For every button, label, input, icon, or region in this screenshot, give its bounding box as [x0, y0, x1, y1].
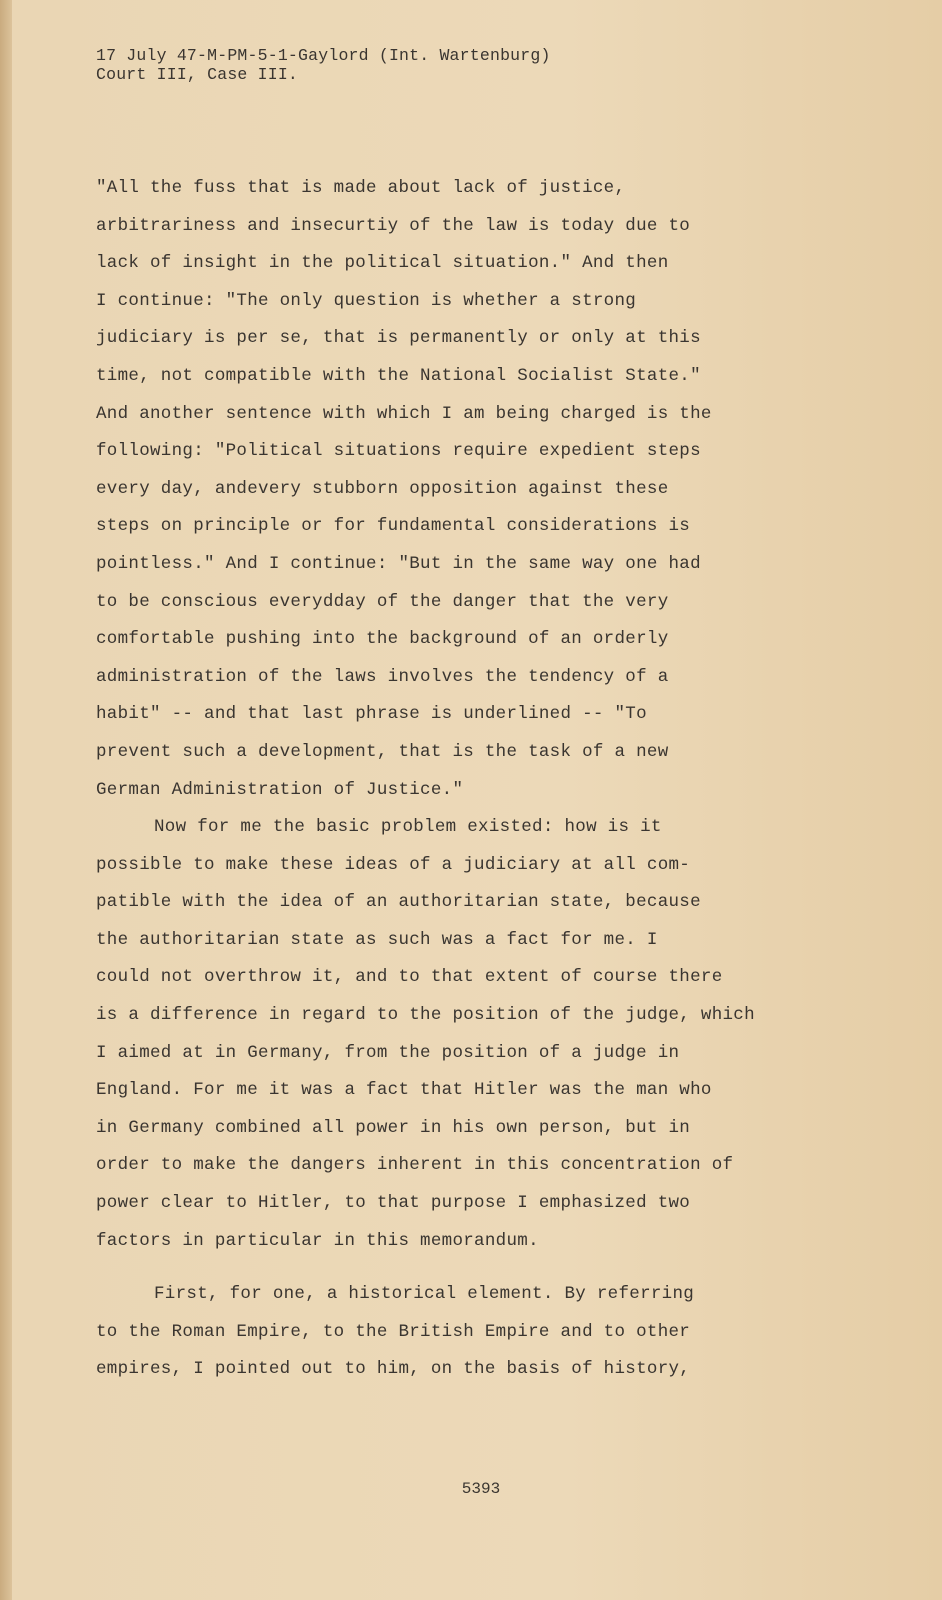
text-line: And another sentence with which I am being charged is the: [96, 403, 712, 424]
text-line: could not overthrow it, and to that extent of course there: [96, 967, 723, 988]
text-line: England. For me it was a fact that Hitler was the man who: [96, 1080, 712, 1101]
text-line: I aimed at in Germany, from the position of a judge in: [96, 1042, 680, 1063]
text-line: order to make the dangers inherent in this concentration of: [96, 1155, 734, 1176]
page-number: 5393: [461, 1480, 501, 1498]
text-line: steps on principle or for fundamental considerations is: [96, 516, 691, 537]
text-line: Now for me the basic problem existed: how is it: [154, 817, 662, 838]
transcript-body: [96, 170, 876, 1389]
text-line: German Administration of Justice.": [96, 779, 464, 800]
text-line: factors in particular in this memorandum.: [96, 1230, 539, 1251]
text-line: following: "Political situations require expedient steps: [96, 441, 701, 462]
text-line: First, for one, a historical element. By referring: [154, 1284, 695, 1305]
text-line: to be conscious everydday of the danger that the very: [96, 591, 669, 612]
text-line: every day, andevery stubborn opposition against these: [96, 478, 669, 499]
text-line: patible with the idea of an authoritarian state, because: [96, 892, 701, 913]
torn-left-edge: [0, 0, 12, 1600]
text-line: empires, I pointed out to him, on the basis of history,: [96, 1359, 691, 1380]
header-line-2: Court III, Case III.: [96, 65, 299, 84]
paragraph-2: [96, 809, 876, 1260]
text-line: "All the fuss that is made about lack of justice,: [96, 178, 626, 198]
text-line: comfortable pushing into the background of an orderly: [96, 629, 669, 650]
header-line-1: 17 July 47-M-PM-5-1-Gaylord (Int. Wartenburg): [96, 46, 551, 65]
text-line: in Germany combined all power in his own person, but in: [96, 1117, 691, 1138]
text-line: to the Roman Empire, to the British Empire and to other: [96, 1321, 691, 1342]
document-header: [96, 46, 551, 84]
text-line: the authoritarian state as such was a fact for me. I: [96, 929, 658, 950]
paragraph-1: [96, 170, 876, 809]
text-line: time, not compatible with the National Socialist State.": [96, 365, 701, 386]
text-line: lack of insight in the political situation." And then: [96, 253, 669, 274]
text-line: judiciary is per se, that is permanently or only at this: [96, 328, 701, 349]
text-line: pointless." And I continue: "But in the same way one had: [96, 553, 701, 574]
text-line: possible to make these ideas of a judiciary at all com-: [96, 854, 691, 875]
text-line: arbitrariness and insecurtiy of the law is today due to: [96, 215, 691, 236]
text-line: power clear to Hitler, to that purpose I emphasized two: [96, 1193, 691, 1214]
text-line: is a difference in regard to the position of the judge, which: [96, 1005, 755, 1026]
text-line: I continue: "The only question is whether a strong: [96, 290, 637, 311]
text-line: prevent such a development, that is the task of a new: [96, 741, 669, 762]
paragraph-3: [96, 1276, 876, 1389]
text-line: administration of the laws involves the tendency of a: [96, 666, 669, 687]
text-line: habit" -- and that last phrase is underlined -- "To: [96, 704, 647, 725]
